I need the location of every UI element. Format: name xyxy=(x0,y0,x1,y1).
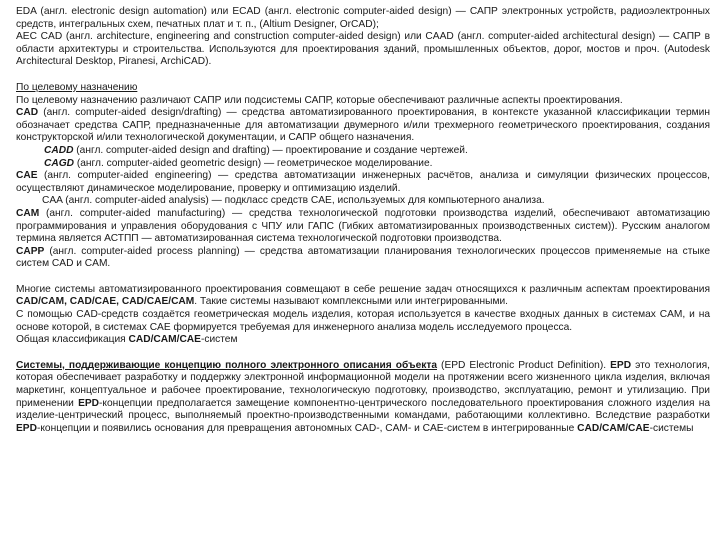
cam-definition xyxy=(16,208,710,246)
classification-suffix: -систем xyxy=(200,334,238,346)
purpose-intro: По целевому назначению различают САПР или подсистемы САПР, которые обеспечивают различные аспекты проектирования. xyxy=(16,94,623,106)
purpose-heading: По целевому назначению xyxy=(16,81,138,93)
epd-term-3: EPD xyxy=(16,422,37,434)
epd-term-4: CAD/CAM/CAE xyxy=(577,422,650,434)
cam-term: CAM xyxy=(16,207,40,219)
eda-paragraph: EDA (англ. electronic design automation) или ECAD (англ. electronic computer-aided design) — САПР электронных устройств, радиоэлектронных средств, интегральных схем, печатных плат и т. п., (Altium Designer, OrCAD); xyxy=(16,6,710,30)
cad-definition xyxy=(16,107,710,145)
epd-heading: Системы, поддерживающие концепцию полного электронного описания объекта xyxy=(16,359,437,371)
cadd-text: (англ. computer-aided design and drafting) — проектирование и создание чертежей. xyxy=(73,144,468,156)
cadd-term: CADD xyxy=(44,144,74,156)
cagd-term: CAGD xyxy=(44,157,74,169)
capp-definition xyxy=(16,246,710,271)
cam-text: (англ. computer-aided manufacturing) — средства технологической подготовки производства изделий, обеспечивают автоматизацию программирования и управления оборудования с ЧПУ или ГАПС (Гибких автоматизированных производственных систем)). Русским аналогом термина является АСТПП — автоматизированная система технологической подготовки производства. xyxy=(16,207,710,245)
epd-paragraph xyxy=(16,360,710,436)
epd-text-4: -концепции и появились основания для превращения автономных CAD-, CAM- и CAE-систем в интегрированные xyxy=(36,422,578,434)
cagd-text: (англ. computer-aided geometric design) — геометрическое моделирование. xyxy=(74,157,433,169)
cae-text: (англ. computer-aided engineering) — средства автоматизации инженерных расчётов, анализа и симуляции физических процессов, осуществляют динамическое моделирование, проверку и оптимизацию изделий. xyxy=(16,170,710,194)
complex-text-1: Многие системы автоматизированного проектирования совмещают в себе решение задач относящихся к различным аспектам проектирования xyxy=(16,283,710,295)
epd-term-1: EPD xyxy=(610,359,632,371)
cad-text: (англ. computer-aided design/drafting) — средства автоматизированного проектирования, в контексте указанной классификации термин обозначает средства САПР, предназначенные для автоматизации двумерного и/или трехмерного геометрического проектирования, создания конструкторской и/или технологической документации, и САПР общего назначения. xyxy=(16,107,710,144)
classification-text: Общая классификация xyxy=(16,334,129,346)
caa-definition: CAA (англ. computer-aided analysis) — подкласс средств CAE, используемых для компьютерного анализа. xyxy=(42,195,545,207)
complex-text-2: . Такие системы называют комплексными или интегрированными. xyxy=(194,296,508,308)
epd-term-2: EPD xyxy=(78,397,100,409)
epd-text-3: -концепции предполагается замещение компонентно-центрического последовательного проектирования сложного изделия на изделие-центрический процесс, выполняемый проектно-производственными командами, работающими коллективно. Вследствие разработки xyxy=(16,397,710,422)
complex-systems-paragraph xyxy=(16,284,710,309)
cae-definition xyxy=(16,170,710,195)
cad-term: CAD xyxy=(16,107,39,119)
cadd-definition xyxy=(16,145,710,158)
aec-paragraph: AEC CAD (англ. architecture, engineering and construction computer-aided design) или CAAD (англ. computer-aided architectural design) — САПР в области архитектуры и строительства. Используются для проектирования зданий, промышленных объектов, дорог, мостов и проч. (Autodesk Architectural Desktop, Piranesi, ArchiCAD). xyxy=(16,31,710,68)
cae-term: CAE xyxy=(16,170,38,182)
epd-text-1: (EPD Electronic Product Definition). xyxy=(437,359,611,371)
classification-bold: CAD/CAM/CAE xyxy=(128,334,201,346)
capp-term: CAPP xyxy=(16,245,45,257)
cad-model-paragraph: С помощью CAD-средств создаётся геометрическая модель изделия, которая используется в качестве входных данных в системах CAM, и на основе которой, в системах CAE формируется требуемая для инженерного анализа модель исследуемого процесса. xyxy=(16,309,710,333)
epd-text-5: -системы xyxy=(649,422,694,434)
capp-text: (англ. computer-aided process planning) — средства автоматизации планирования технологических процессов применяемые на стыке систем CAD и CAM. xyxy=(16,245,710,270)
epd-text-2: это технология, которая обеспечивает разработку и поддержку электронной информационной модели на протяжении всего жизненного цикла изделия, включая маркетинг, концептуальное и рабочее проектирование, технологическую подготовку, производство, эксплуатацию, ремонт и утилизацию. При применении xyxy=(16,359,710,409)
cagd-definition xyxy=(16,158,710,171)
complex-bold-1: CAD/CAM, CAD/CAE, CAD/CAE/CAM xyxy=(16,296,195,308)
classification-line xyxy=(16,334,710,347)
